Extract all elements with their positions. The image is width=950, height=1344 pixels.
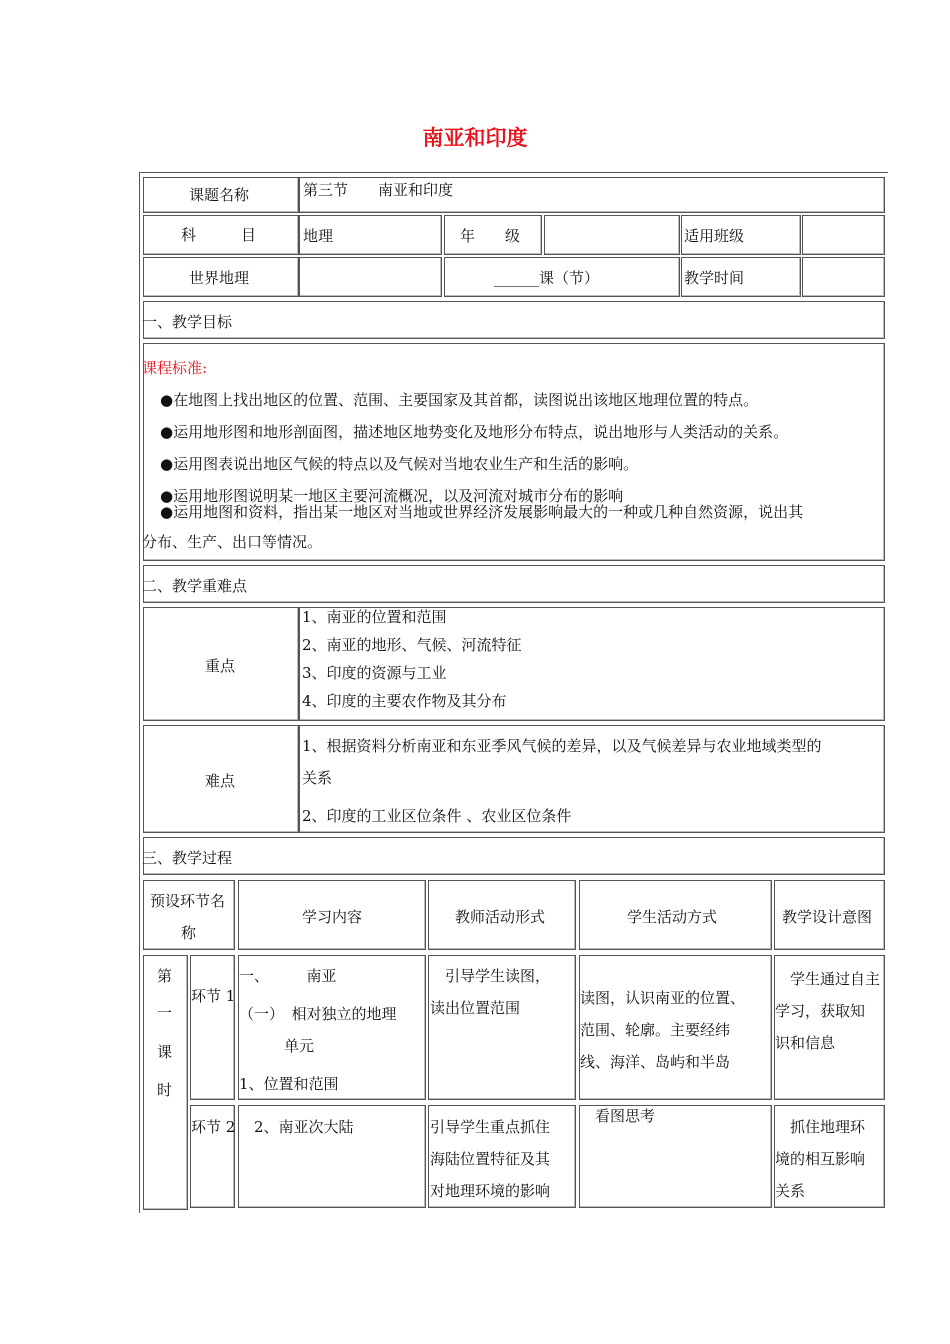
header-intent: 教学设计意图 [782, 908, 873, 926]
teacher-line: 引导学生读图， [430, 967, 551, 985]
process-heading: 三、教学过程 [142, 849, 233, 867]
time-label: 教学时间 [684, 269, 745, 287]
diff-label: 难点 [205, 772, 236, 790]
process-heading-cell [143, 837, 885, 875]
key-item: 3、印度的资源与工业 [302, 664, 447, 682]
diff-item: 关系 [302, 769, 333, 787]
content-line: （一） 相对独立的地理 [239, 1005, 397, 1023]
student-line: 范围、轮廓。主要经纬 [580, 1021, 731, 1039]
teacher-line: 对地理环境的影响 [430, 1182, 551, 1200]
period-char: 一 [157, 1004, 173, 1022]
key-item: 2、南亚的地形、气候、河流特征 [302, 636, 522, 654]
page-title: 南亚和印度 [422, 126, 528, 150]
teacher-line: 引导学生重点抓住 [430, 1118, 551, 1136]
class-label: 适用班级 [684, 227, 745, 245]
book-name: 世界地理 [189, 269, 250, 287]
content-line: 1、位置和范围 [239, 1075, 339, 1093]
objectives-heading: 一、教学目标 [142, 313, 233, 331]
keypoints-heading: 二、教学重难点 [142, 577, 248, 595]
keypoints-heading-cell [143, 565, 885, 603]
header-stage: 预设环节名 [150, 892, 226, 910]
intent-line: 识和信息 [775, 1034, 836, 1052]
student-line: 看图思考 [580, 1107, 656, 1125]
intent-line: 境的相互影响 [775, 1150, 866, 1168]
stage-cell [190, 955, 235, 1100]
objective-bullet: ●运用地图和资料，指出某一地区对当地或世界经济发展影响最大的一种或几种自然资源，说出其 [160, 503, 804, 521]
period-char: 时 [157, 1081, 173, 1099]
student-line: 线、海洋、岛屿和半岛 [580, 1053, 731, 1071]
student-line: 读图，认识南亚的位置、 [580, 989, 746, 1007]
intent-line: 学生通过自主 [775, 970, 881, 988]
grade-value-cell [544, 215, 680, 255]
grade-label: 年 级 [460, 227, 521, 245]
content-line: 一、 南亚 [239, 967, 337, 985]
teacher-line: 读出位置范围 [430, 999, 521, 1017]
header-stage: 称 [181, 924, 197, 942]
objective-bullet: ●运用地形图说明某一地区主要河流概况，以及河流对城市分布的影响 [160, 487, 624, 505]
objective-bullet: ●运用图表说出地区气候的特点以及气候对当地农业生产和生活的影响。 [160, 455, 639, 473]
subject-label: 科 目 [181, 226, 257, 244]
objective-bullet: ●在地图上找出地区的位置、范围、主要国家及其首都，读图说出该地区地理位置的特点。 [160, 391, 759, 409]
lesson-blank: ______课（节） [494, 269, 600, 287]
diff-item: 2、印度的工业区位条件 、农业区位条件 [302, 807, 572, 825]
stage-label: 环节 1 [191, 987, 236, 1005]
class-value-cell [802, 215, 885, 255]
time-value-cell [802, 257, 885, 297]
blank-cell [299, 257, 442, 297]
stage-label: 环节 2 [191, 1118, 236, 1136]
key-label: 重点 [205, 657, 236, 675]
period-char: 课 [157, 1043, 173, 1061]
teacher-line: 海陆位置特征及其 [430, 1150, 551, 1168]
standard-label: 课程标准: [142, 359, 208, 377]
intent-line: 关系 [775, 1182, 806, 1200]
content-line: 2、南亚次大陆 [239, 1118, 354, 1136]
content-line: 单元 [239, 1037, 315, 1055]
objectives-heading-cell [143, 301, 885, 339]
topic-value: 第三节 南亚和印度 [303, 181, 454, 199]
objective-bullet-cont: 分布、生产、出口等情况。 [142, 533, 323, 551]
subject-value: 地理 [303, 227, 334, 245]
header-student: 学生活动方式 [627, 908, 718, 926]
topic-label: 课题名称 [189, 186, 250, 204]
key-item: 1、南亚的位置和范围 [302, 608, 447, 626]
diff-item: 1、根据资料分析南亚和东亚季风气候的差异，以及气候差异与农业地域类型的 [302, 737, 822, 755]
header-content: 学习内容 [302, 908, 363, 926]
header-teacher: 教师活动形式 [455, 908, 546, 926]
intent-line: 学习，获取知 [775, 1002, 866, 1020]
objective-bullet: ●运用地形图和地形剖面图，描述地区地势变化及地形分布特点，说出地形与人类活动的关系。 [160, 423, 789, 441]
period-char: 第 [157, 967, 173, 985]
key-item: 4、印度的主要农作物及其分布 [302, 692, 507, 710]
objectives-body-cell [143, 343, 885, 561]
intent-line: 抓住地理环 [775, 1118, 866, 1136]
